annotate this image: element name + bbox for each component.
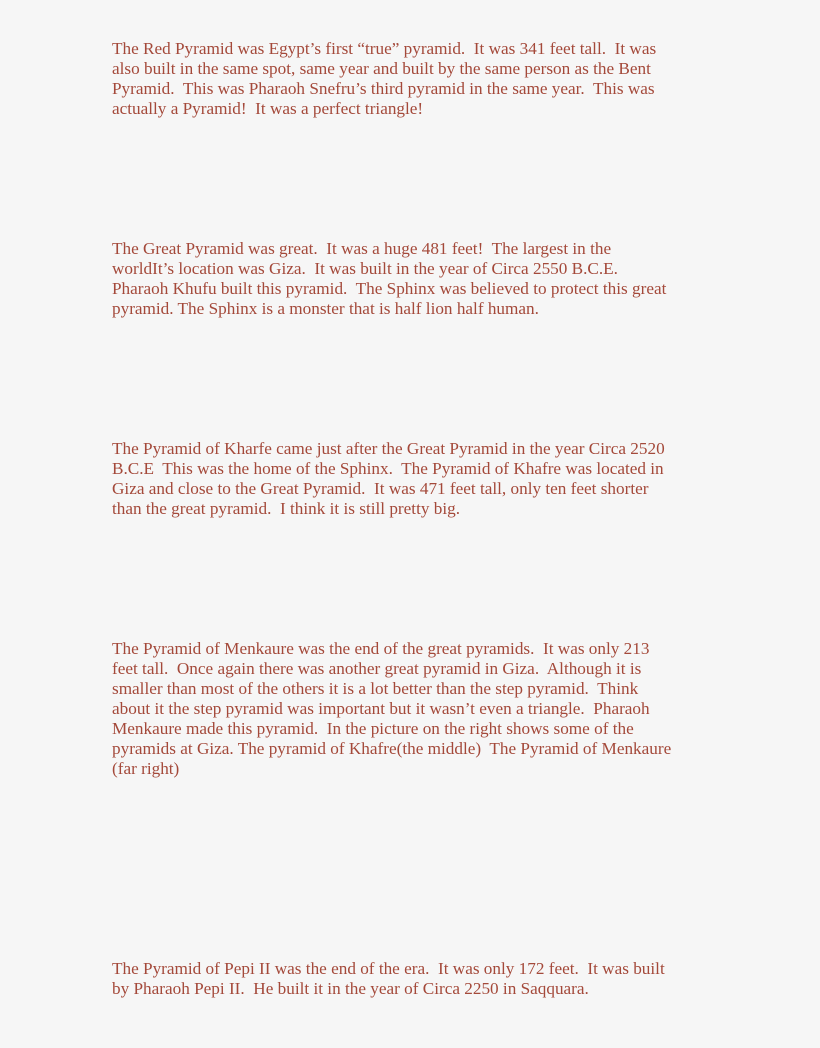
paragraph-pyramid-of-pepi-ii: [112, 959, 712, 999]
text-line: (far right): [112, 759, 180, 778]
text-line: Giza and close to the Great Pyramid. It was 471 feet tall, only ten feet shorter: [112, 479, 649, 498]
text-line: pyramids at Giza. The pyramid of Khafre(the middle) The Pyramid of Menkaure: [112, 739, 672, 758]
text-line: actually a Pyramid! It was a perfect triangle!: [112, 99, 424, 118]
text-line: also built in the same spot, same year and built by the same person as the Bent: [112, 59, 651, 78]
text-line: The Pyramid of Pepi II was the end of the era. It was only 172 feet. It was built: [112, 959, 665, 978]
text-line: The Pyramid of Kharfe came just after the Great Pyramid in the year Circa 2520: [112, 439, 665, 458]
paragraph-pyramid-of-khafre: [112, 439, 712, 519]
text-line: worldIt’s location was Giza. It was built in the year of Circa 2550 B.C.E.: [112, 259, 618, 278]
paragraph-red-pyramid: [112, 39, 712, 119]
text-line: The Red Pyramid was Egypt’s first “true” pyramid. It was 341 feet tall. It was: [112, 39, 657, 58]
text-line: The Great Pyramid was great. It was a huge 481 feet! The largest in the: [112, 239, 612, 258]
text-line: Menkaure made this pyramid. In the picture on the right shows some of the: [112, 719, 634, 738]
text-line: pyramid. The Sphinx is a monster that is half lion half human.: [112, 299, 539, 318]
paragraph-pyramid-of-menkaure: [112, 639, 712, 779]
text-line: than the great pyramid. I think it is still pretty big.: [112, 499, 460, 518]
text-line: about it the step pyramid was important but it wasn’t even a triangle. Pharaoh: [112, 699, 650, 718]
text-line: feet tall. Once again there was another great pyramid in Giza. Although it is: [112, 659, 642, 678]
text-line: B.C.E This was the home of the Sphinx. The Pyramid of Khafre was located in: [112, 459, 664, 478]
text-line: Pharaoh Khufu built this pyramid. The Sphinx was believed to protect this great: [112, 279, 667, 298]
paragraph-great-pyramid: [112, 239, 712, 319]
text-line: Pyramid. This was Pharaoh Snefru’s third pyramid in the same year. This was: [112, 79, 655, 98]
text-line: The Pyramid of Menkaure was the end of the great pyramids. It was only 213: [112, 639, 650, 658]
text-line: smaller than most of the others it is a lot better than the step pyramid. Think: [112, 679, 639, 698]
text-line: by Pharaoh Pepi II. He built it in the year of Circa 2250 in Saqquara.: [112, 979, 589, 998]
